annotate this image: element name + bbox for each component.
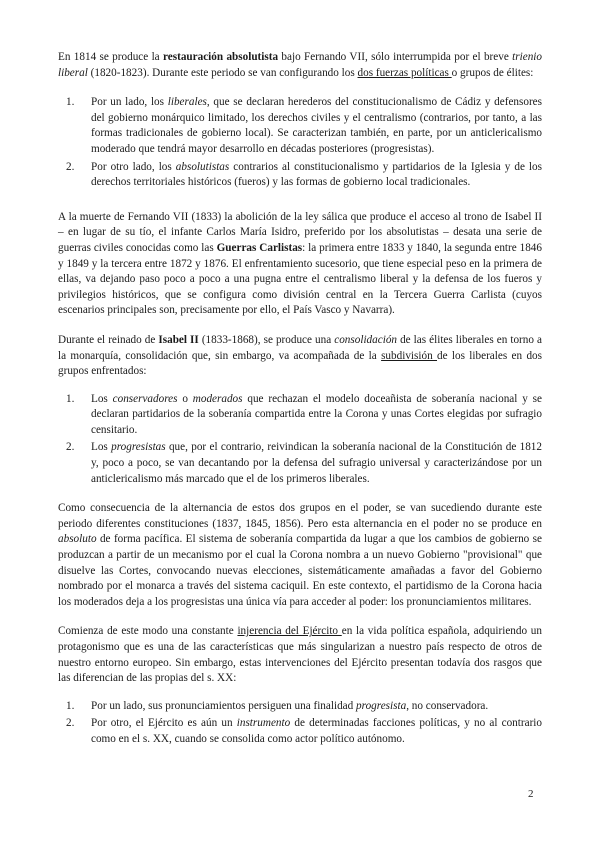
text-run: contrarios al constitucionalismo y partidarios de la Iglesia y de los derechos territoriales históricos (fueros) y las formas de gobierno local tradicionales. [91,160,542,189]
italic-term: progresistas [111,441,166,454]
text-run: Como consecuencia de la alternancia de estos dos grupos en el poder, se van sucediendo durante este periodo diferentes constituciones (1837, 1845, 1856). Pero esta alternancia en el poder no se produce en [58,502,542,530]
list-number: 1. [66,392,75,405]
text-run: Por un lado, los [91,96,168,109]
text-run: Los [91,441,112,454]
list-item [58,699,542,715]
italic-term: instrumento [236,717,291,730]
bold-term: Isabel II [158,333,199,346]
italic-term: absolutistas [175,160,230,173]
paragraph-isabel-ii [58,333,542,380]
text-run: de las élites liberales en torno a la monarquía, consolidación que, sin embargo, va acompañada de la [58,333,542,362]
list-number: 2. [66,717,75,730]
paragraph-guerras-carlistas [58,210,542,319]
bold-term: restauración absolutista [163,51,279,63]
italic-term: absoluto [58,533,97,546]
text-run: o grupos de élites: [451,66,534,79]
list-item [58,392,542,439]
text-run: Durante el reinado de [58,333,159,346]
text-run: de determinadas facciones políticas, y no al contrario como en el s. XX, cuando se consolida como actor político autónomo. [91,717,542,745]
paragraph-alternancia [58,501,542,610]
text-run: Por otro, el Ejército es aún un [91,717,237,730]
list-item [58,716,542,747]
page-number: 2 [528,788,534,800]
text-run: (1833-1868), se produce una [198,333,335,346]
text-run: (1820-1823). Durante este periodo se van configurando los [87,66,358,79]
list-rasgos-ejercito [58,699,542,748]
list-grupos-liberales [58,392,542,488]
italic-term: conservadores [112,392,178,405]
text-run: A la muerte de Fernando VII (1833) la abolición de la ley sálica que produce el acceso al trono de Isabel II – en lugar de su tío, el infante Carlos María Isidro, preferido por los absolutistas – desata una serie de guerras civiles conocidas como las [58,210,542,254]
text-run: Por otro lado, los [91,160,176,173]
list-grupos-elites [58,95,542,191]
text-run: , que se declaran herederos del constitucionalismo de Cádiz y defensores del gobierno monárquico limitado, los derechos civiles y el centralismo (contrarios, por tanto, a las formas tradicionales de gobierno local). Se caracterizan también, en parte, por un anticlericalismo moderado que tendrá mayor desarrollo en décadas posteriores (progresistas). [91,96,543,155]
paragraph-restauracion [58,50,542,81]
underlined-term: subdivisión [381,349,438,362]
underlined-term: dos fuerzas políticas [357,66,452,79]
bold-term: Guerras Carlistas [216,241,303,254]
italic-term: trienio liberal [58,51,542,79]
italic-term: liberales [167,96,207,109]
text-run: bajo Fernando VII, sólo interrumpida por el breve [278,51,513,63]
text-run: de forma pacífica. El sistema de soberanía compartida da lugar a que los cambios de gobierno se produzcan a partir de un mecanismo por el cual la Corona nombra a un nuevo Gobierno "provisional" que disuelve las Cortes, convocando nuevas elecciones, sistemáticamente amañadas a favor del Gobierno nombrado por el monarca a través del sistema caciquil. En este contexto, el partidismo de la Corona hacia los moderados deja a los progresistas una única vía para acceder al poder: los pronunciamientos militares. [58,533,542,608]
text-run: de los liberales en dos grupos enfrentados: [58,349,542,378]
italic-term: consolidación [334,333,398,346]
list-item [58,160,542,191]
text-run: , no conservadora. [406,699,489,712]
list-item [58,95,542,157]
list-number: 2. [66,441,75,454]
italic-term: moderados [192,392,243,405]
text-run: o [177,392,193,405]
text-run: que rechazan el modelo doceañista de soberanía nacional y se declaran partidarios de la soberanía compartida entre la Corona y unas Cortes elegidas por sufragio censitario. [91,392,542,436]
list-number: 2. [66,160,75,173]
text-run: Los [91,392,113,405]
text-run: En 1814 se produce la [58,51,164,63]
text-run: : la primera entre 1833 y 1840, la segunda entre 1846 y 1849 y la tercera entre 1872 y 1876. El enfrentamiento sucesorio, que tiene especial peso en la primera de ellas, va dejando paso poco a poco a una pugna entre el centralismo liberal y la defensa de los fueros y privilegios históricos, que se configura como división central en la Tercera Guerra Carlista (cuyos escenarios principales son, precisamente por ello, el País Vasco y Navarra). [58,241,542,317]
text-run: Comienza de este modo una constante [58,625,238,638]
italic-term: progresista [356,699,407,712]
list-item [58,440,542,487]
paragraph-injerencia-ejercito [58,624,542,686]
list-number: 1. [66,699,75,712]
text-run: en la vida política española, adquiriendo un protagonismo que es una de las características que más singularizan a nuestro país respecto de otros de nuestro entorno europeo. Sin embargo, estas intervenciones del Ejército presentan todavía dos rasgos que las diferencian de las propias del s. XX: [58,625,542,685]
list-number: 1. [66,96,75,109]
text-run: Por un lado, sus pronunciamientos persiguen una finalidad [91,699,357,712]
document-page [58,50,542,748]
underlined-term: injerencia del Ejército [237,625,342,638]
text-run: que, por el contrario, reivindican la soberanía nacional de la Constitución de 1812 y, poco a poco, se van decantando por la defensa del sufragio universal y caracterizándose por un anticlericalismo más marcado que el de los primeros liberales. [91,441,542,485]
